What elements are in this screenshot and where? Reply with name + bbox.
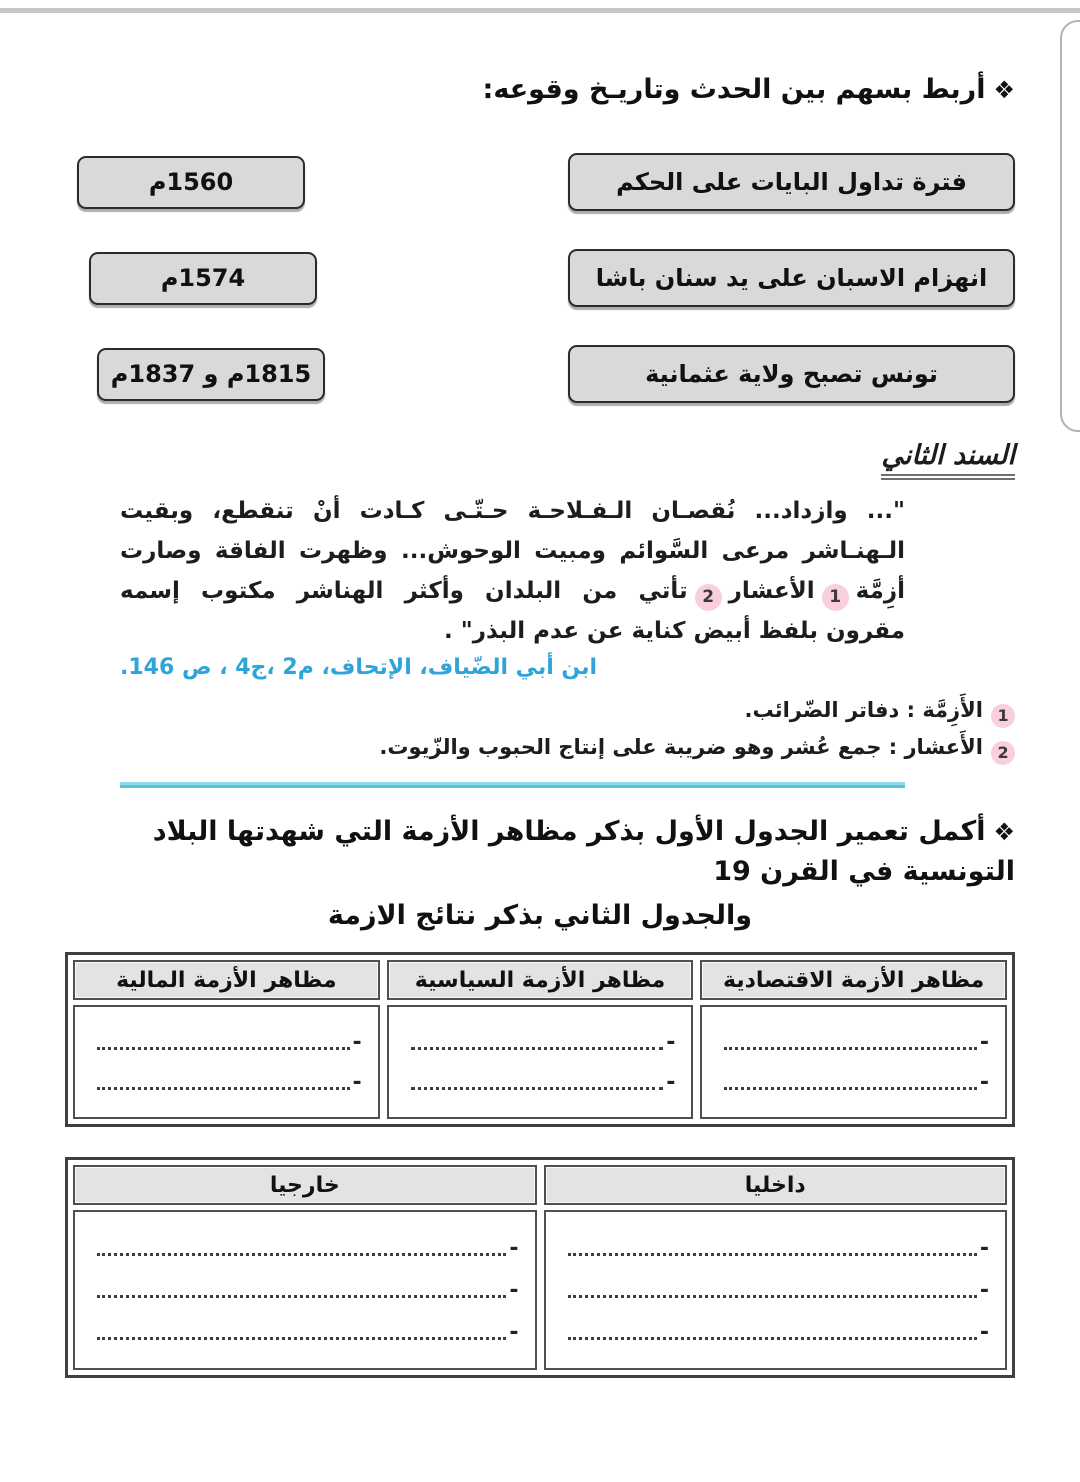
tables-instruction-line2: والجدول الثاني بذكر نتائج الازمة <box>327 900 753 931</box>
event-box-2: انهزام الاسبان على يد سنان باشا <box>568 249 1015 307</box>
matching-area <box>65 152 1015 404</box>
footnote-2-badge: 2 <box>991 741 1015 765</box>
cell-financial-aspects <box>73 1005 380 1119</box>
source-text-seg1: "... وازداد... نُقصـان الـفـلاحـة حـتّـى كـادت أنْ تنقطع، وبقيت الـهنـاشر مرعى السَّوائم ومبيت الوحوش... وظهرت الفاقة وصارت أزِمَّة <box>120 498 905 604</box>
footnote-ref-2-badge: 2 <box>695 584 722 611</box>
blank-answer-line: - <box>91 1278 519 1302</box>
footnote-2-text: الأَعشار : جمع عُشر وهو ضريبة على إنتاج الحبوب والزّيوت. <box>379 735 983 759</box>
matching-instruction-text: أربط بسهم بين الحدث وتاريـخ وقوعه: <box>482 74 986 105</box>
match-row-2 <box>65 248 1015 308</box>
blank-answer-line: - <box>718 1030 989 1054</box>
match-row-1 <box>65 152 1015 212</box>
crisis-aspects-table <box>65 952 1015 1127</box>
source-text-seg2: الأعشار <box>728 578 815 604</box>
source-paragraph <box>120 491 905 651</box>
blank-answer-line: - <box>562 1320 990 1344</box>
date-box-1: 1560م <box>77 156 305 209</box>
footnote-1 <box>65 692 1015 729</box>
matching-instruction <box>65 70 1015 110</box>
column-political <box>387 960 694 1119</box>
blank-answer-line: - <box>91 1320 519 1344</box>
column-internal <box>544 1165 1008 1370</box>
footnotes <box>65 692 1015 766</box>
cell-internal <box>544 1210 1008 1370</box>
header-internal: داخليا <box>544 1165 1008 1205</box>
source-citation: ابن أبي الضّياف، الإتحاف، م2 ،ج4 ، ص 146. <box>120 655 598 680</box>
column-economic <box>700 960 1007 1119</box>
cell-economic-aspects <box>700 1005 1007 1119</box>
tables-instruction-line1 <box>65 812 1015 892</box>
tables-instruction <box>65 812 1015 936</box>
header-economic-aspects: مظاهر الأزمة الاقتصادية <box>700 960 1007 1000</box>
date-box-3: 1815م و 1837م <box>97 348 325 401</box>
source-heading <box>65 440 1015 471</box>
diamond-bullet-icon: ❖ <box>993 76 1015 104</box>
cell-political-aspects <box>387 1005 694 1119</box>
crisis-results-table <box>65 1157 1015 1378</box>
footnote-1-badge: 1 <box>991 704 1015 728</box>
source-heading-text: السند الثاني <box>881 440 1015 480</box>
footnote-1-text: الأَزِمَّة : دفاتر الضّرائب. <box>744 698 983 722</box>
match-row-3 <box>65 344 1015 404</box>
header-financial-aspects: مظاهر الأزمة المالية <box>73 960 380 1000</box>
column-financial <box>73 960 380 1119</box>
header-political-aspects: مظاهر الأزمة السياسية <box>387 960 694 1000</box>
section-divider <box>120 782 905 788</box>
tables-instruction-text1: أكمل تعمير الجدول الأول بذكر مظاهر الأزمة التي شهدتها البلاد التونسية في القرن 19 <box>152 816 1015 887</box>
diamond-bullet-icon: ❖ <box>993 818 1015 846</box>
blank-answer-line: - <box>562 1236 990 1260</box>
blank-answer-line: - <box>405 1030 676 1054</box>
blank-answer-line: - <box>91 1070 362 1094</box>
blank-answer-line: - <box>405 1070 676 1094</box>
blank-answer-line: - <box>91 1236 519 1260</box>
event-box-3: تونس تصبح ولاية عثمانية <box>568 345 1015 403</box>
header-external: خارجيا <box>73 1165 537 1205</box>
source-text-seg3: تأتي من البلدان وأكثر الهناشر مكتوب إسمه مقرون بلفظ أبيض كناية عن عدم البذر" . <box>120 578 905 644</box>
cell-external <box>73 1210 537 1370</box>
blank-answer-line: - <box>718 1070 989 1094</box>
blank-answer-line: - <box>91 1030 362 1054</box>
column-external <box>73 1165 537 1370</box>
event-box-1: فترة تداول البايات على الحكم <box>568 153 1015 211</box>
footnote-ref-1-badge: 1 <box>822 584 849 611</box>
footnote-2 <box>65 729 1015 766</box>
date-box-2: 1574م <box>89 252 317 305</box>
blank-answer-line: - <box>562 1278 990 1302</box>
